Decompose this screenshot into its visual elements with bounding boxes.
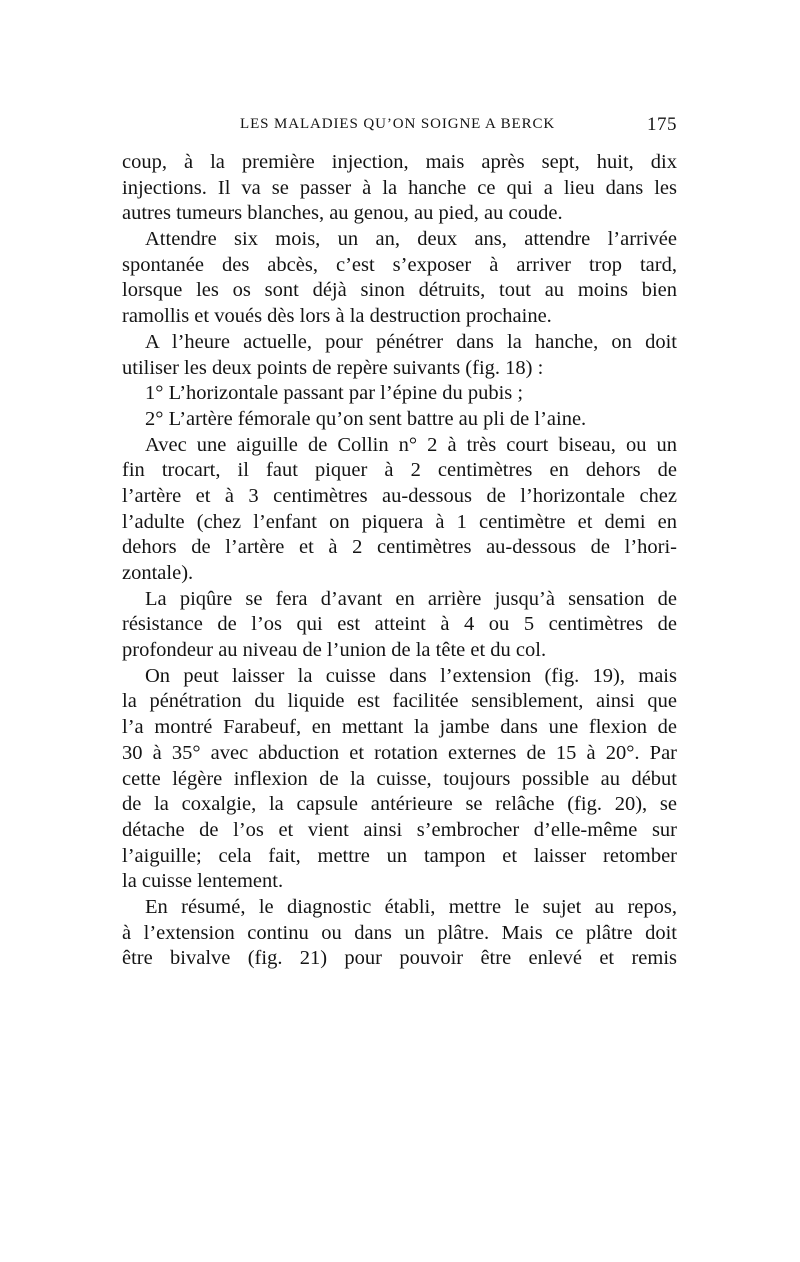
- text-line: injections. Il va se passer à la hanche ce qui a lieu dans les: [122, 176, 677, 199]
- text-line: coup, à la première injection, mais après sept, huit, dix: [122, 151, 677, 173]
- text-line: La piqûre se fera d’avant en arrière jusqu’à sensation de: [145, 587, 677, 610]
- text-line: ramollis et voués dès lors à la destruction prochaine.: [122, 305, 552, 328]
- text-line: Avec une aiguille de Collin n° 2 à très court biseau, ou un: [145, 433, 677, 456]
- text-line: cette légère inflexion de la cuisse, toujours possible au début: [122, 767, 677, 790]
- text-line: résistance de l’os qui est atteint à 4 ou 5 centimètres de: [122, 613, 677, 636]
- text-line: de la coxalgie, la capsule antérieure se relâche (fig. 20), se: [122, 793, 677, 816]
- page-header: [122, 116, 677, 140]
- text-line: 2° L’artère fémorale qu’on sent battre au pli de l’aine.: [145, 407, 587, 430]
- text-line: profondeur au niveau de l’union de la tête et du col.: [122, 639, 547, 662]
- text-line: Attendre six mois, un an, deux ans, attendre l’arrivée: [145, 228, 677, 251]
- text-line: détache de l’os et vient ainsi s’embrocher d’elle-même sur: [122, 818, 677, 841]
- text-line: à l’extension continu ou dans un plâtre. Mais ce plâtre doit: [122, 921, 677, 944]
- text-line: l’aiguille; cela fait, mettre un tampon et laisser retomber: [122, 844, 677, 867]
- text-line: A l’heure actuelle, pour pénétrer dans la hanche, on doit: [145, 330, 677, 353]
- text-line: l’adulte (chez l’enfant on piquera à 1 centimètre et demi en: [122, 510, 677, 533]
- text-line: 30 à 35° avec abduction et rotation externes de 15 à 20°. Par: [122, 741, 677, 764]
- text-line: fin trocart, il faut piquer à 2 centimètres en dehors de: [122, 459, 677, 482]
- text-line: la pénétration du liquide est facilitée sensiblement, ainsi que: [122, 690, 677, 713]
- text-line: dehors de l’artère et à 2 centimètres au-dessous de l’hori-: [122, 536, 677, 559]
- text-line: 1° L’horizontale passant par l’épine du pubis ;: [145, 382, 524, 405]
- text-line: être bivalve (fig. 21) pour pouvoir être enlevé et remis: [122, 947, 677, 970]
- text-line: En résumé, le diagnostic établi, mettre le sujet au repos,: [145, 895, 677, 918]
- text-line: lorsque les os sont déjà sinon détruits, tout au moins bien: [122, 279, 677, 302]
- text-line: l’artère et à 3 centimètres au-dessous de l’horizontale chez: [122, 484, 677, 507]
- text-line: utiliser les deux points de repère suivants (fig. 18) :: [122, 356, 544, 379]
- text-line: spontanée des abcès, c’est s’exposer à arriver trop tard,: [122, 253, 677, 276]
- body-text: [122, 150, 677, 972]
- text-line: zontale).: [122, 562, 194, 584]
- text-line: l’a montré Farabeuf, en mettant la jambe dans une flexion de: [122, 716, 677, 739]
- text-line: la cuisse lentement.: [122, 870, 284, 893]
- page-number: 175: [647, 114, 677, 135]
- text-line: autres tumeurs blanches, au genou, au pied, au coude.: [122, 202, 563, 225]
- text-line: On peut laisser la cuisse dans l’extension (fig. 19), mais: [145, 664, 677, 687]
- running-title: LES MALADIES QU’ON SOIGNE A BERCK: [240, 116, 556, 132]
